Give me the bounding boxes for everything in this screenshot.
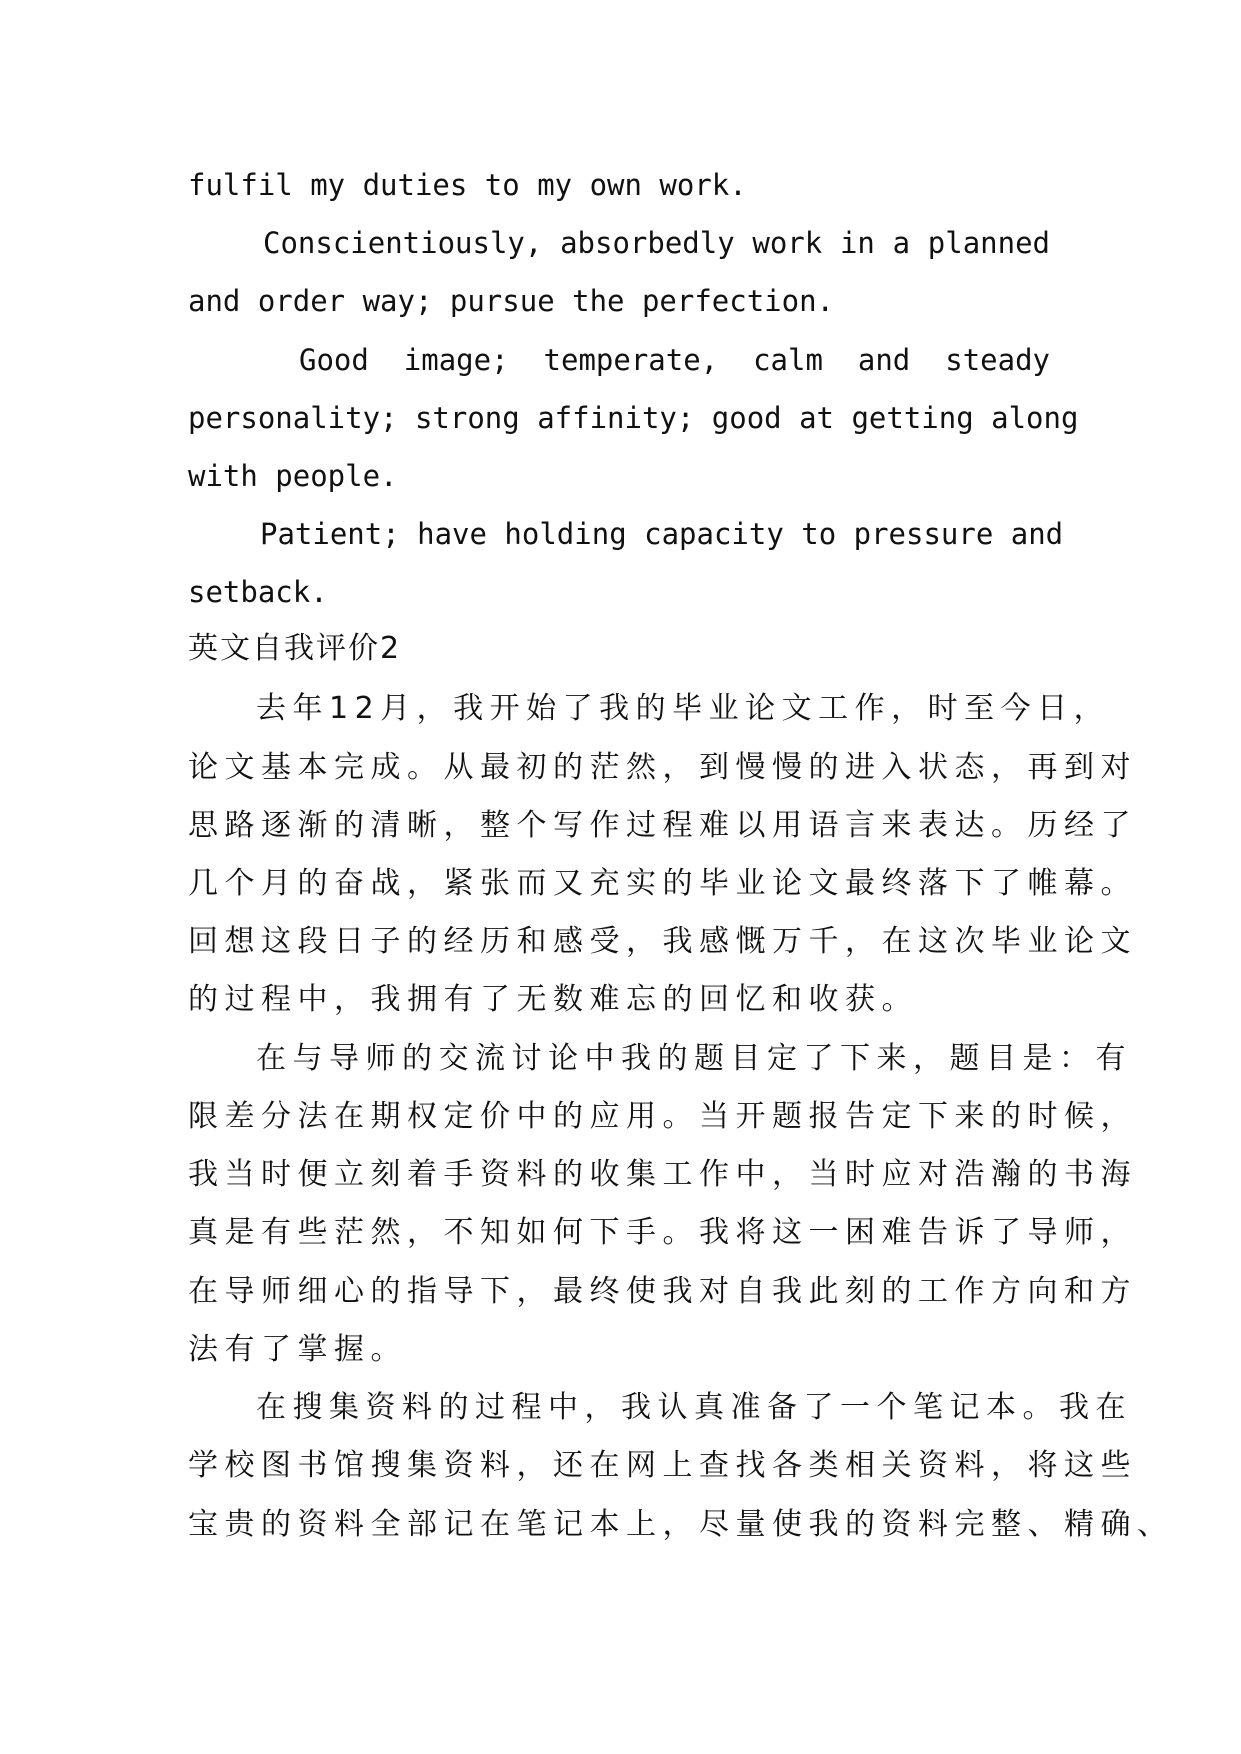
text-line: 思路逐渐的清晰，整个写作过程难以用语言来表达。历经了 [188,808,1137,843]
text-line: 几个月的奋战，紧张而又充实的毕业论文最终落下了帷幕。 [188,866,1137,901]
text-line: 限差分法在期权定价中的应用。当开题报告定下来的时候， [188,1099,1137,1134]
text-line: 去年12月，我开始了我的毕业论文工作，时至今日， [256,691,1111,726]
section-heading: 英文自我评价2 [188,631,402,666]
text-line: 在导师细心的指导下，最终使我对自我此刻的工作方向和方 [188,1274,1137,1309]
text-line: 在搜集资料的过程中，我认真准备了一个笔记本。我在 [256,1390,1132,1425]
text-line: 学校图书馆搜集资料，还在网上查找各类相关资料，将这些 [188,1448,1137,1483]
text-line: 回想这段日子的经历和感受，我感慨万千，在这次毕业论文 [188,924,1137,959]
text-line: 宝贵的资料全部记在笔记本上，尽量使我的资料完整、精确、 [188,1507,1174,1542]
text-line: 我当时便立刻着手资料的收集工作中，当时应对浩瀚的书海 [188,1157,1137,1192]
text-line: 论文基本完成。从最初的茫然，到慢慢的进入状态，再到对 [188,750,1137,785]
text-line: personality; strong affinity; good at getting along [188,401,1079,435]
text-line: 在与导师的交流讨论中我的题目定了下来，题目是：有 [256,1041,1132,1076]
text-line: 法有了掌握。 [188,1332,407,1367]
text-line: fulfil my duties to my own work. [188,168,747,202]
text-line: 的过程中，我拥有了无数难忘的回忆和收获。 [188,982,918,1017]
text-line: and order way; pursue the perfection. [188,284,835,318]
text-line: Conscientiously, absorbedly work in a planned [263,226,1050,260]
text-line: Patient; have holding capacity to pressure and [260,517,1064,551]
text-line: 真是有些茫然，不知如何下手。我将这一困难告诉了导师， [188,1215,1137,1250]
text-line: Good image; temperate, calm and steady [299,343,1050,377]
text-line: setback. [188,575,328,609]
text-line: with people. [188,459,398,493]
